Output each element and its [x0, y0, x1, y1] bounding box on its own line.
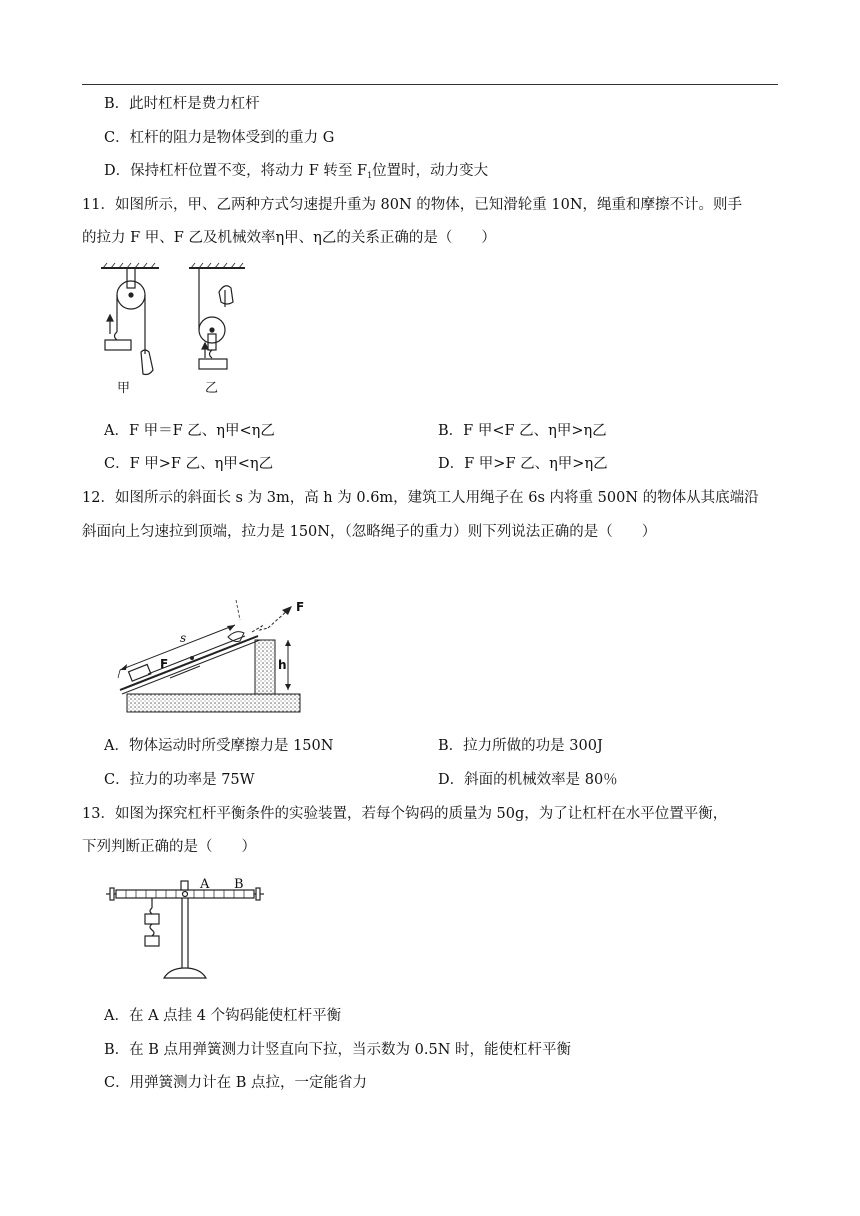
label-yi: 乙 [205, 381, 219, 396]
q13-stem-line2: 下列判断正确的是（ ） [82, 839, 256, 855]
q13-option-b: B．在 B 点用弹簧测力计竖直向下拉，当示数为 0.5N 时，能使杠杆平衡 [104, 1042, 571, 1058]
q10-option-c: C．杠杆的阻力是物体受到的重力 G [104, 130, 335, 146]
q10-option-b: B．此时杠杆是费力杠杆 [104, 96, 260, 112]
label-f-arrow: F [296, 600, 305, 614]
q13-lever-figure [104, 874, 269, 984]
label-h: h [278, 658, 287, 672]
q12-stem-line1: 12．如图所示的斜面长 s 为 3m，高 h 为 0.6m，建筑工人用绳子在 6s 内将重 500N 的物体从其底端沿 [82, 490, 759, 506]
label-point-a: A [200, 877, 210, 892]
label-jia: 甲 [117, 381, 131, 396]
q12-option-b: B．拉力所做的功是 300J [438, 738, 603, 754]
q13-option-c: C．用弹簧测力计在 B 点拉，一定能省力 [104, 1075, 367, 1091]
q10-option-d: D．保持杠杆位置不变，将动力 F 转至 $F_1$位置时，动力变大 [104, 163, 489, 180]
q13-stem-line1: 13．如图为探究杠杆平衡条件的实验装置，若每个钩码的质量为 50g，为了让杠杆在水平位置平衡， [82, 806, 728, 822]
q12-option-d: D．斜面的机械效率是 80％ [438, 772, 618, 788]
q11-pulley-figure [95, 262, 255, 402]
label-point-b: B [234, 877, 244, 892]
pulley-yi [189, 263, 245, 369]
label-s: s [180, 631, 187, 645]
q11-option-d: D．F 甲>F 乙、η甲>η乙 [438, 456, 608, 472]
q13-option-a: A．在 A 点挂 4 个钩码能使杠杆平衡 [104, 1008, 342, 1024]
q12-option-a: A．物体运动时所受摩擦力是 150N [104, 738, 334, 754]
label-f-block: F [160, 657, 169, 671]
q12-option-c: C．拉力的功率是 75W [104, 772, 255, 788]
q11-stem-line2: 的拉力 F 甲、F 乙及机械效率η甲、η乙的关系正确的是（ ） [82, 230, 496, 246]
q12-incline-figure [110, 590, 310, 720]
q11-option-c: C．F 甲>F 乙、η甲<η乙 [104, 456, 274, 472]
header-rule [82, 84, 778, 85]
q11-stem-line1: 11．如图所示，甲、乙两种方式匀速提升重为 80N 的物体，已知滑轮重 10N，绳重和摩擦不计。则手 [82, 197, 743, 213]
pulley-jia [101, 263, 159, 375]
q11-option-a: A．F 甲＝F 乙、η甲<η乙 [104, 423, 275, 439]
q11-option-b: B．F 甲<F 乙、η甲>η乙 [438, 423, 607, 439]
q12-stem-line2: 斜面向上匀速拉到顶端，拉力是 150N，（忽略绳子的重力）则下列说法正确的是（ ） [82, 524, 657, 540]
